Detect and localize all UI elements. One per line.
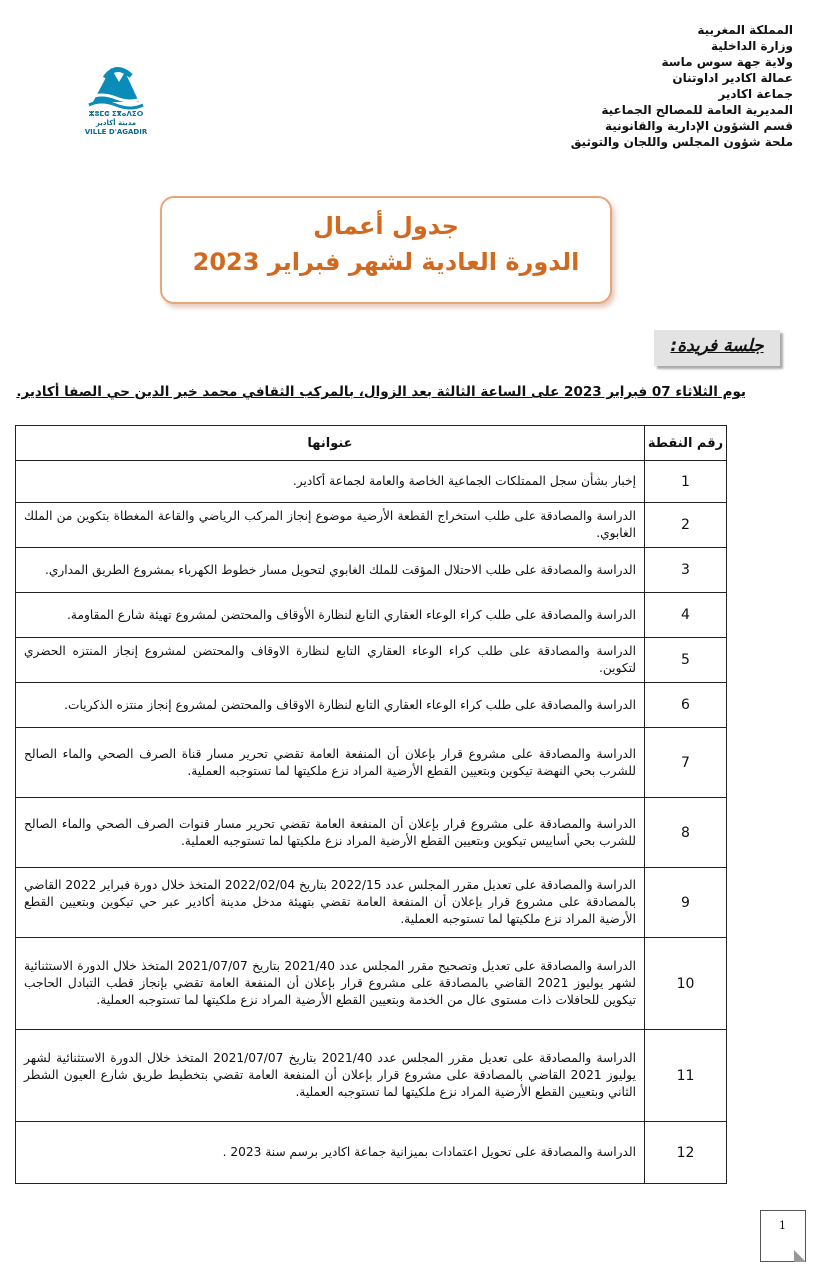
session-label-badge xyxy=(654,330,780,366)
row-title: الدراسة والمصادقة على طلب الاحتلال المؤقت للملك الغابوي لتحويل مسار خطوط الكهرباء بمشروع الطريق المداري. xyxy=(16,548,645,593)
row-number: 8 xyxy=(645,798,727,868)
row-title: الدراسة والمصادقة على مشروع قرار بإعلان أن المنفعة العامة تقضي تحرير مسار قناة الصرف الصحي والماء الصالح للشرب بحي النهضة تيكوين وبتعيين القطع الأرضية المراد نزع ملكيتها لما تستوجبه العملية. xyxy=(16,728,645,798)
page-number: 1 xyxy=(779,1219,786,1232)
header-line: ملحة شؤون المجلس واللجان والتوثيق xyxy=(570,135,793,149)
header-line: وزارة الداخلية xyxy=(710,39,793,53)
agenda-title-box xyxy=(160,196,612,304)
row-number: 11 xyxy=(645,1030,727,1122)
row-title: الدراسة والمصادقة على طلب كراء الوعاء العقاري التابع لنظارة الاوقاف والمحتضن لمشروع إنجاز المنتزه الحضري لتكوين. xyxy=(16,638,645,683)
meeting-details: يوم الثلاثاء 07 فبراير 2023 على الساعة الثالثة بعد الزوال، بالمركب الثقافي محمد خير الدين حي الصفا أكادير. xyxy=(16,384,746,400)
table-row xyxy=(16,868,727,938)
logo-arabic: مدينة أكادير xyxy=(95,119,137,127)
table-header-row xyxy=(16,426,727,461)
header-line: المديرية العامة للمصالح الجماعية xyxy=(601,103,793,117)
row-number: 12 xyxy=(645,1122,727,1184)
header-line: جماعة اكادير xyxy=(718,87,793,101)
header-line: عمالة اكادير اداوتنان xyxy=(672,71,793,85)
row-title: الدراسة والمصادقة على طلب كراء الوعاء العقاري التابع لنظارة الاوقاف والمحتضن لمشروع إنجاز منتزه الذكريات. xyxy=(16,683,645,728)
table-row xyxy=(16,461,727,503)
table-row xyxy=(16,938,727,1030)
row-number: 4 xyxy=(645,593,727,638)
logo-latin: VILLE D'AGADIR xyxy=(84,128,148,136)
agenda-table xyxy=(15,425,727,1184)
table-row xyxy=(16,638,727,683)
header-line: قسم الشؤون الإدارية والقانونية xyxy=(604,119,793,133)
administrative-header xyxy=(553,22,793,150)
row-title: الدراسة والمصادقة على تعديل مقرر المجلس عدد 2022/15 بتاريخ 2022/02/04 المتخذ خلال دورة فبراير 2022 القاضي بالمصادقة على مشروع قرار بإعلان أن المنفعة العامة تقضي بتهيئة مدخل مدينة أكادير عبر حي تيكوين وبتعيين القطع الأرضية المراد نزع ملكيتها لما تستوجبه العملية. xyxy=(16,868,645,938)
row-title: الدراسة والمصادقة على طلب استخراج القطعة الأرضية موضوع إنجاز المركب الرياضي والقاعة المغطاة بتكوين من الملك الغابوي. xyxy=(16,503,645,548)
title-line-2: الدورة العادية لشهر فبراير 2023 xyxy=(192,248,580,276)
row-number: 6 xyxy=(645,683,727,728)
row-number: 7 xyxy=(645,728,727,798)
table-row xyxy=(16,683,727,728)
row-number: 5 xyxy=(645,638,727,683)
title-line-1: جدول أعمال xyxy=(313,212,459,240)
table-row xyxy=(16,593,727,638)
row-number: 1 xyxy=(645,461,727,503)
table-row xyxy=(16,548,727,593)
header-line: المملكة المغربية xyxy=(697,23,793,37)
header-title: عنوانها xyxy=(16,426,645,461)
table-row xyxy=(16,1030,727,1122)
row-title: الدراسة والمصادقة على تعديل وتصحيح مقرر المجلس عدد 2021/40 بتاريخ 2021/07/07 المتخذ خلال الدورة الاستثنائية لشهر يوليوز 2021 القاضي بالمصادقة على مشروع قرار بإعلان أن المنفعة العامة تقضي بإنجاز قطب التبادل الحاجب تيكوين للحافلات ذات مستوى عال من الخدمة وبتعيين القطع الأرضية المراد نزع ملكيتها لما تستوجبه العملية. xyxy=(16,938,645,1030)
table-row xyxy=(16,503,727,548)
row-number: 9 xyxy=(645,868,727,938)
row-number: 10 xyxy=(645,938,727,1030)
page-fold-icon xyxy=(794,1250,806,1262)
row-title: إخبار بشأن سجل الممتلكات الجماعية الخاصة والعامة لجماعة أكادير. xyxy=(16,461,645,503)
session-label: جلسة فريدة: xyxy=(670,336,764,356)
row-number: 3 xyxy=(645,548,727,593)
header-line: ولاية جهة سوس ماسة xyxy=(661,55,793,69)
table-row xyxy=(16,798,727,868)
page-number-box xyxy=(760,1210,806,1262)
table-row xyxy=(16,728,727,798)
agadir-logo-icon xyxy=(85,58,147,110)
row-number: 2 xyxy=(645,503,727,548)
header-number: رقم النقطة xyxy=(645,426,727,461)
logo-tifinagh: ⵣⵓⵎⵛ ⵉⴳⴰⴷⵉⵔ xyxy=(88,110,144,118)
agadir-logo xyxy=(78,58,154,137)
row-title: الدراسة والمصادقة على مشروع قرار بإعلان أن المنفعة العامة تقضي تحرير مسار قنوات الصرف الصحي والماء الصالح للشرب بحي أساييس تيكوين وبتعيين القطع الأرضية المراد نزع ملكيتها لما تستوجبه العملية. xyxy=(16,798,645,868)
row-title: الدراسة والمصادقة على طلب كراء الوعاء العقاري التابع لنظارة الأوقاف والمحتضن لمشروع تهيئة شارع المقاومة. xyxy=(16,593,645,638)
row-title: الدراسة والمصادقة على تعديل مقرر المجلس عدد 2021/40 بتاريخ 2021/07/07 المتخذ خلال الدورة الاستثنائية لشهر يوليوز 2021 القاضي بالمصادقة على مشروع قرار بإعلان أن المنفعة العامة تقضي بتخطيط طريق شارع العيون الشطر الثاني وبتعيين القطع الأرضية المراد نزع ملكيتها لما تستوجبه العملية. xyxy=(16,1030,645,1122)
table-row xyxy=(16,1122,727,1184)
row-title: الدراسة والمصادقة على تحويل اعتمادات بميزانية جماعة اكادير برسم سنة 2023 . xyxy=(16,1122,645,1184)
